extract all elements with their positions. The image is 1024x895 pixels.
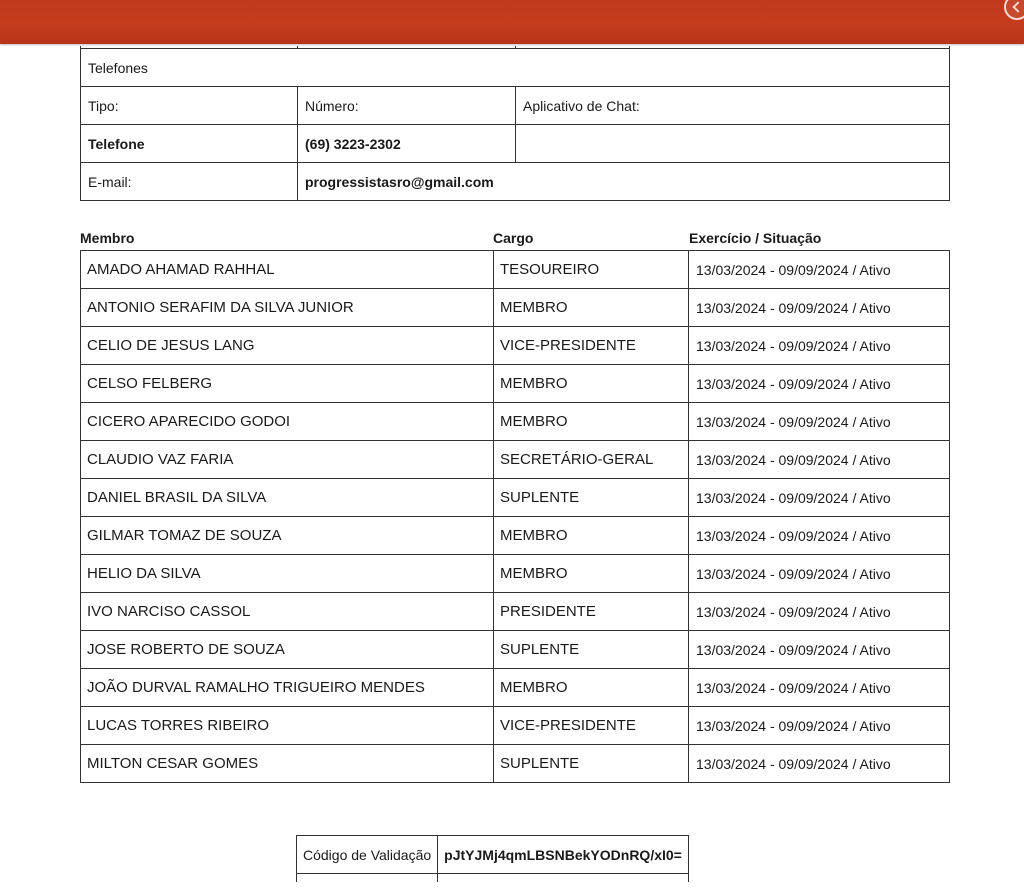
validation-table [296, 835, 689, 882]
table-row [81, 745, 950, 783]
phone-number-value: (69) 3223-2302 [298, 125, 516, 163]
back-circle-icon[interactable] [1004, 0, 1024, 20]
member-name: CLAUDIO VAZ FARIA [81, 441, 494, 479]
table-row [81, 365, 950, 403]
table-row [81, 479, 950, 517]
contact-table [80, 46, 950, 201]
member-name: MILTON CESAR GOMES [81, 745, 494, 783]
member-role: SUPLENTE [494, 631, 689, 669]
table-row [81, 327, 950, 365]
table-row [81, 517, 950, 555]
table-row [81, 441, 950, 479]
phone-header-row [81, 87, 950, 125]
member-name: GILMAR TOMAZ DE SOUZA [81, 517, 494, 555]
chat-app-value [516, 125, 950, 163]
table-row [81, 289, 950, 327]
member-column-header: Membro [80, 230, 135, 246]
validation-label: Código de Validação [297, 836, 438, 874]
member-term: 13/03/2024 - 09/09/2024 / Ativo [689, 593, 950, 631]
member-role: MEMBRO [494, 289, 689, 327]
table-row [81, 555, 950, 593]
table-row [81, 593, 950, 631]
member-name: CELIO DE JESUS LANG [81, 327, 494, 365]
member-term: 13/03/2024 - 09/09/2024 / Ativo [689, 631, 950, 669]
member-name: AMADO AHAMAD RAHHAL [81, 251, 494, 289]
member-name: IVO NARCISO CASSOL [81, 593, 494, 631]
member-term: 13/03/2024 - 09/09/2024 / Ativo [689, 403, 950, 441]
member-term: 13/03/2024 - 09/09/2024 / Ativo [689, 327, 950, 365]
member-term: 13/03/2024 - 09/09/2024 / Ativo [689, 365, 950, 403]
member-role: MEMBRO [494, 669, 689, 707]
member-name: CICERO APARECIDO GODOI [81, 403, 494, 441]
email-value[interactable]: progressistasro@gmail.com [298, 163, 950, 201]
validation-row [297, 836, 689, 874]
phone-number-label: Número: [298, 87, 516, 125]
member-role: PRESIDENTE [494, 593, 689, 631]
table-row [81, 251, 950, 289]
phone-type-value: Telefone [81, 125, 298, 163]
member-name: LUCAS TORRES RIBEIRO [81, 707, 494, 745]
table-row [81, 631, 950, 669]
member-name: DANIEL BRASIL DA SILVA [81, 479, 494, 517]
term-column-header: Exercício / Situação [689, 230, 822, 246]
member-term: 13/03/2024 - 09/09/2024 / Ativo [689, 251, 950, 289]
member-role: SECRETÁRIO-GERAL [494, 441, 689, 479]
top-header-bar [0, 0, 1024, 44]
member-role: SUPLENTE [494, 745, 689, 783]
members-table [80, 250, 950, 783]
member-term: 13/03/2024 - 09/09/2024 / Ativo [689, 289, 950, 327]
member-role: MEMBRO [494, 517, 689, 555]
validation-code: pJtYJMj4qmLBSNBekYODnRQ/xI0= [438, 836, 689, 874]
member-role: MEMBRO [494, 403, 689, 441]
member-term: 13/03/2024 - 09/09/2024 / Ativo [689, 555, 950, 593]
table-stub-row [297, 874, 689, 883]
role-column-header: Cargo [493, 230, 534, 246]
member-role: VICE-PRESIDENTE [494, 707, 689, 745]
table-row [81, 707, 950, 745]
member-role: MEMBRO [494, 365, 689, 403]
member-term: 13/03/2024 - 09/09/2024 / Ativo [689, 707, 950, 745]
member-name: JOÃO DURVAL RAMALHO TRIGUEIRO MENDES [81, 669, 494, 707]
table-row [81, 403, 950, 441]
member-term: 13/03/2024 - 09/09/2024 / Ativo [689, 669, 950, 707]
member-role: SUPLENTE [494, 479, 689, 517]
member-name: ANTONIO SERAFIM DA SILVA JUNIOR [81, 289, 494, 327]
member-role: TESOUREIRO [494, 251, 689, 289]
email-row [81, 163, 950, 201]
member-role: VICE-PRESIDENTE [494, 327, 689, 365]
member-term: 13/03/2024 - 09/09/2024 / Ativo [689, 517, 950, 555]
phone-type-label: Tipo: [81, 87, 298, 125]
phones-section-title: Telefones [81, 49, 950, 87]
member-name: HELIO DA SILVA [81, 555, 494, 593]
member-term: 13/03/2024 - 09/09/2024 / Ativo [689, 745, 950, 783]
phone-row [81, 125, 950, 163]
member-term: 13/03/2024 - 09/09/2024 / Ativo [689, 479, 950, 517]
member-name: JOSE ROBERTO DE SOUZA [81, 631, 494, 669]
members-table-body [81, 251, 950, 783]
email-label: E-mail: [81, 163, 298, 201]
chat-app-label: Aplicativo de Chat: [516, 87, 950, 125]
members-header [80, 230, 949, 248]
table-row [81, 669, 950, 707]
phones-section-row [81, 49, 950, 87]
member-term: 13/03/2024 - 09/09/2024 / Ativo [689, 441, 950, 479]
member-name: CELSO FELBERG [81, 365, 494, 403]
member-role: MEMBRO [494, 555, 689, 593]
